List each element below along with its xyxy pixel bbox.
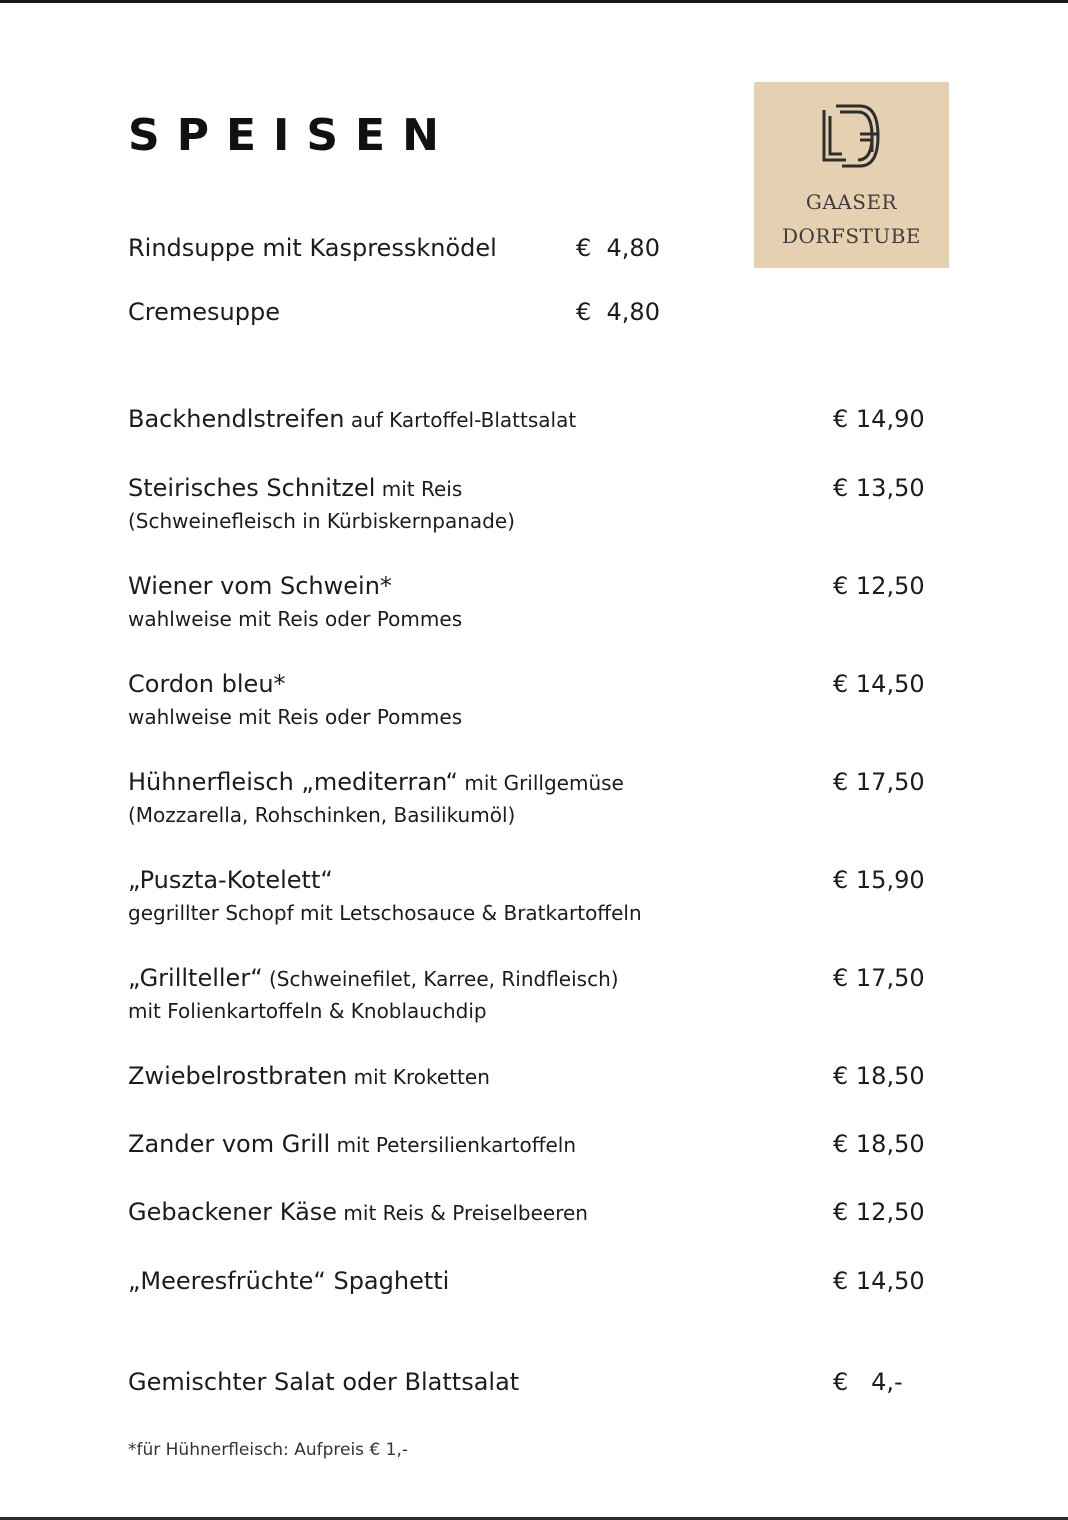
dish-item (128, 1197, 588, 1230)
dish-name: Cremesuppe (128, 298, 280, 326)
logo-line-2: DORFSTUBE (781, 224, 922, 248)
soup-item (128, 297, 280, 330)
dish-price: € 17,50 (833, 964, 925, 992)
salad-item (128, 1367, 519, 1400)
dish-extra: mit Grillgemüse (457, 771, 624, 795)
dish-price: € 4,- (833, 1368, 903, 1396)
dish-name: Gemischter Salat oder Blattsalat (128, 1368, 520, 1396)
dish-description: wahlweise mit Reis oder Pommes (128, 705, 463, 729)
dish-price: € 4,80 (576, 298, 660, 326)
dish-price: € 14,50 (833, 670, 925, 698)
dish-item (128, 669, 462, 732)
dish-item (128, 767, 624, 830)
dish-price: € 13,50 (833, 474, 925, 502)
dish-name: „Meeresfrüchte“ Spaghetti (128, 1267, 450, 1295)
top-border (0, 0, 1068, 3)
dish-name: „Puszta-Kotelett“ (128, 866, 333, 894)
dish-name: Zander vom Grill (128, 1130, 331, 1158)
dish-name: Zwiebelrostbraten (128, 1062, 348, 1090)
dish-description: mit Folienkartoffeln & Knoblauchdip (128, 999, 487, 1023)
dish-name: Cordon bleu* (128, 670, 286, 698)
dish-description: gegrillter Schopf mit Letschosauce & Bratkartoffeln (128, 901, 642, 925)
dish-extra: auf Kartoffel-Blattsalat (344, 408, 577, 432)
dish-price: € 12,50 (833, 1198, 925, 1226)
dish-description: wahlweise mit Reis oder Pommes (128, 607, 463, 631)
dish-name: „Grillteller“ (128, 964, 263, 992)
footnote: *für Hühnerfleisch: Aufpreis € 1,- (128, 1440, 409, 1460)
gd-monogram-icon (816, 98, 886, 178)
dish-item (128, 571, 462, 634)
dish-item (128, 865, 642, 928)
dish-item (128, 404, 576, 437)
dish-price: € 18,50 (833, 1130, 925, 1158)
dish-extra: mit Reis (375, 477, 463, 501)
dish-name: Steirisches Schnitzel (128, 474, 376, 502)
dish-price: € 14,90 (833, 405, 925, 433)
dish-name: Wiener vom Schwein* (128, 572, 392, 600)
dish-description: (Schweinefleisch in Kürbiskernpanade) (128, 509, 515, 533)
dish-price: € 12,50 (833, 572, 925, 600)
dish-price: € 17,50 (833, 768, 925, 796)
dish-price: € 18,50 (833, 1062, 925, 1090)
dish-item (128, 963, 619, 1026)
dish-item (128, 1061, 490, 1094)
dish-price: € 4,80 (576, 234, 660, 262)
dish-price: € 14,50 (833, 1267, 925, 1295)
dish-extra: mit Petersilienkartoffeln (330, 1133, 577, 1157)
soup-item (128, 233, 497, 266)
dish-extra: (Schweinefilet, Karree, Rindfleisch) (262, 967, 619, 991)
dish-extra: mit Reis & Preiselbeeren (337, 1201, 588, 1225)
dish-name: Hühnerfleisch „mediterran“ (128, 768, 458, 796)
dish-name: Backhendlstreifen (128, 405, 345, 433)
dish-description: (Mozzarella, Rohschinken, Basilikumöl) (128, 803, 516, 827)
dish-name: Gebackener Käse (128, 1198, 338, 1226)
dish-name: Rindsuppe mit Kaspressknödel (128, 234, 497, 262)
dish-price: € 15,90 (833, 866, 925, 894)
page-title: SPEISEN (128, 110, 456, 161)
dish-item (128, 1266, 449, 1299)
restaurant-logo (754, 82, 949, 268)
logo-line-1: GAASER (805, 190, 898, 214)
dish-item (128, 1129, 576, 1162)
dish-item (128, 473, 515, 536)
dish-extra: mit Kroketten (347, 1065, 490, 1089)
